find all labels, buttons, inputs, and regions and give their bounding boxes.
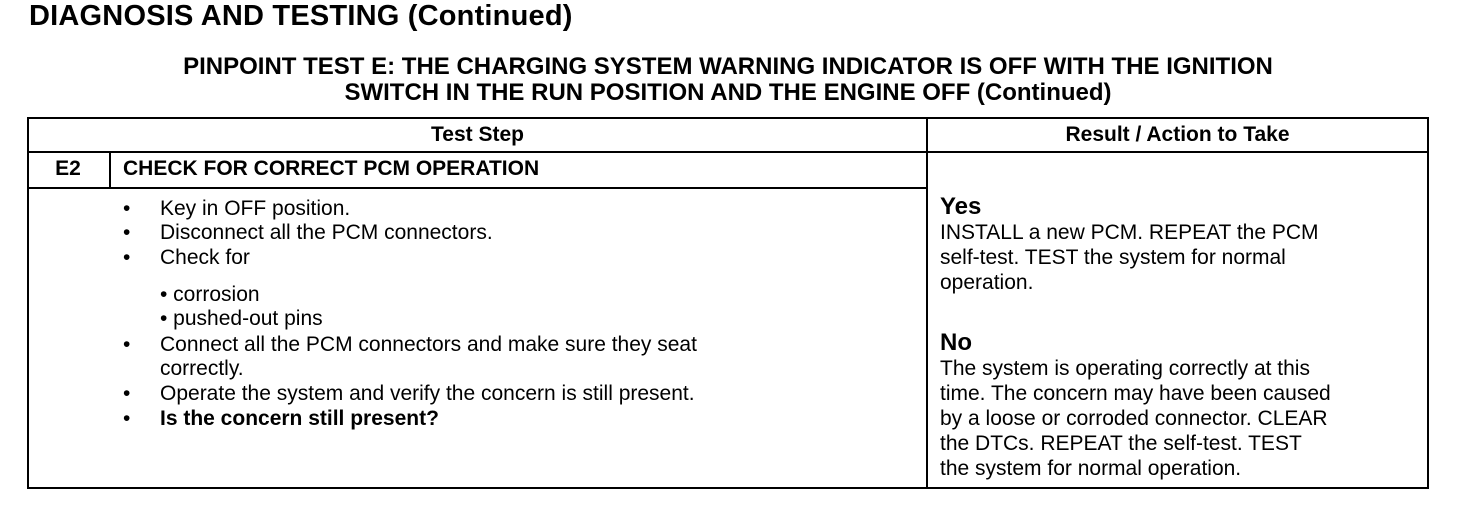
- result-no-text: the DTCs. REPEAT the self-test. TEST: [940, 432, 1302, 455]
- step-row-divider: [27, 187, 928, 189]
- bullet: •: [123, 333, 131, 356]
- result-yes-text: self-test. TEST the system for normal: [940, 246, 1286, 269]
- list-item: Check for: [160, 246, 250, 269]
- result-no-text: The system is operating correctly at this: [940, 357, 1310, 380]
- result-yes-label: Yes: [940, 193, 982, 220]
- sub-list-item: • pushed-out pins: [160, 307, 323, 330]
- list-item: Operate the system and verify the concern is still present.: [160, 382, 695, 405]
- list-item-continuation: correctly.: [160, 357, 244, 380]
- pinpoint-test-title-line1: PINPOINT TEST E: THE CHARGING SYSTEM WARNING INDICATOR IS OFF WITH THE IGNITION: [183, 53, 1273, 80]
- header-result-action: Result / Action to Take: [1065, 123, 1290, 146]
- list-item: Disconnect all the PCM connectors.: [160, 221, 493, 244]
- result-no-text: by a loose or corroded connector. CLEAR: [940, 407, 1328, 430]
- list-item-question: Is the concern still present?: [160, 407, 439, 430]
- list-item: Connect all the PCM connectors and make sure they seat: [160, 333, 697, 356]
- result-no-text: the system for normal operation.: [940, 457, 1242, 480]
- result-no-label: No: [940, 329, 972, 356]
- bullet: •: [123, 382, 131, 405]
- result-no-text: time. The concern may have been caused: [940, 382, 1331, 405]
- pinpoint-test-title-line2: SWITCH IN THE RUN POSITION AND THE ENGINE OFF (Continued): [344, 79, 1112, 106]
- column-divider: [926, 117, 928, 487]
- step-id-divider: [109, 151, 111, 189]
- bullet: •: [123, 221, 131, 244]
- bullet: •: [123, 246, 131, 269]
- header-divider: [27, 151, 1427, 153]
- result-yes-text: operation.: [940, 271, 1034, 294]
- bullet: •: [123, 407, 131, 430]
- bullet: •: [123, 197, 131, 220]
- step-id: E2: [55, 157, 81, 180]
- step-title: CHECK FOR CORRECT PCM OPERATION: [123, 157, 540, 180]
- header-test-step: Test Step: [431, 123, 524, 146]
- result-yes-text: INSTALL a new PCM. REPEAT the PCM: [940, 221, 1319, 244]
- sub-list-item: • corrosion: [160, 283, 260, 306]
- page-title: DIAGNOSIS AND TESTING (Continued): [29, 0, 573, 32]
- list-item: Key in OFF position.: [160, 197, 351, 220]
